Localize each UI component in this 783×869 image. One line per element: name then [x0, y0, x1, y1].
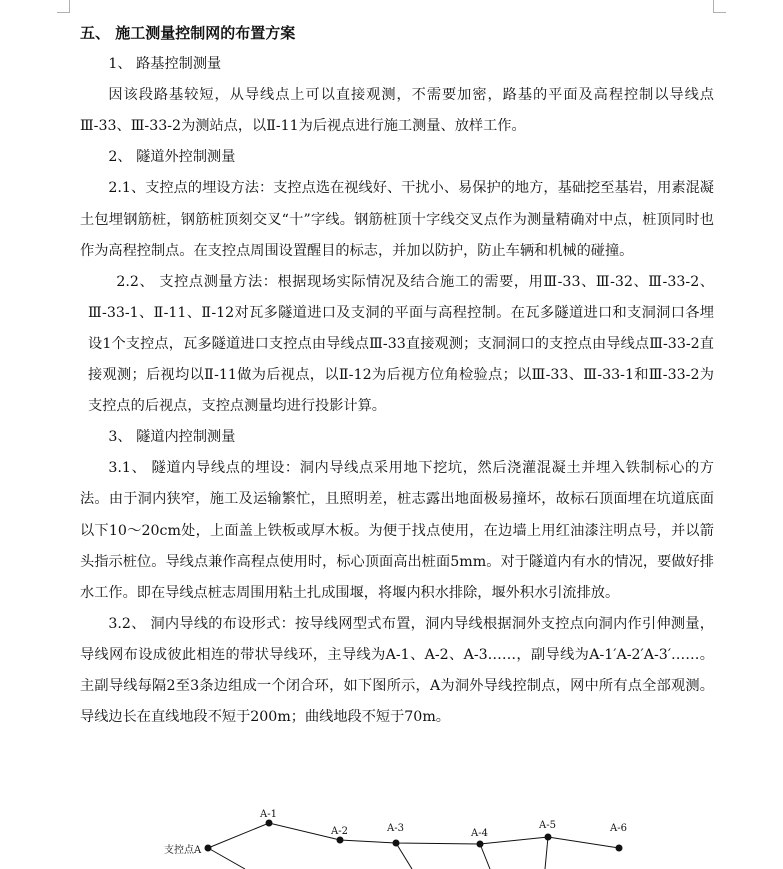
section1-title: 1、 路基控制测量	[108, 56, 222, 73]
point-label: A-1	[260, 809, 277, 820]
point-marker	[393, 840, 400, 847]
branch-line	[545, 837, 548, 869]
point-marker	[477, 841, 484, 848]
point-marker	[266, 820, 273, 827]
section3-title: 3、 隧道内控制测量	[108, 429, 236, 446]
start-point-label: 支控点A	[164, 845, 202, 856]
branch-line	[396, 843, 412, 869]
traverse-network-diagram	[150, 808, 670, 869]
point-label: A-6	[610, 823, 627, 834]
point-label: A-5	[539, 820, 556, 831]
point-marker	[337, 837, 344, 844]
branch-line	[480, 844, 490, 869]
section2-paragraph-1: 2.1、支控点的埋设方法：支控点选在视线好、干扰小、易保护的地方，基础挖至基岩，用素混凝土包埋钢筋桩，钢筋桩顶刻交叉“十”字线。钢筋桩顶十字线交叉点作为测量精确对中点，桩顶同时也作为高程控制点。在支控点周围设置醒目的标志，并加以防护，防止车辆和机械的碰撞。	[80, 180, 714, 259]
document-body	[80, 18, 714, 733]
page-corner-mark-right	[713, 0, 726, 13]
point-marker	[616, 845, 623, 852]
page-corner-mark-left	[57, 0, 70, 13]
point-label: A-4	[471, 828, 488, 839]
section-heading: 五、 施工测量控制网的布置方案	[80, 24, 296, 42]
main-traverse-line	[208, 823, 619, 848]
branch-line	[208, 848, 245, 869]
point-marker	[545, 834, 552, 841]
section3-paragraph-2: 3.2、 洞内导线的布设形式：按导线网型式布置，洞内导线根据洞外支控点向洞内作引伸测量，导线网布设成彼此相连的带状导线环，主导线为A-1、A-2、A-3……，副导线为A-1′A-2′A-3′……。主副导线每隔2至3条边组成一个闭合环，如下图所示，A为洞外导线控制点，网中所有点全部观测。导线边长在直线地段不短于200m；曲线地段不短于70m。	[80, 615, 714, 726]
point-label: A-3	[387, 823, 404, 834]
point-a-marker	[205, 845, 212, 852]
section3-paragraph-1: 3.1、 隧道内导线点的埋设：洞内导线点采用地下挖坑，然后浇灌混凝土并埋入铁制标心的方法。由于洞内狭窄，施工及运输繁忙，且照明差，桩志露出地面极易撞坏，故标石顶面埋在坑道底面以下10～20cm处，上面盖上铁板或厚木板。为便于找点使用，在边墙上用红油漆注明点号，并以箭头指示桩位。导线点兼作高程点使用时，标心顶面高出桩面5mm。对于隧道内有水的情况，要做好排水工作。即在导线点桩志周围用粘土扎成围堰，将堰内积水排除，堰外积水引流排放。	[80, 460, 714, 601]
section2-paragraph-2: 2.2、 支控点测量方法：根据现场实际情况及结合施工的需要，用Ⅲ-33、Ⅲ-32、Ⅲ-33-2、Ⅲ-33-1、Ⅱ-11、Ⅱ-12对瓦多隧道进口及支洞的平面与高程控制。在瓦多隧道进口和支洞洞口各埋设1个支控点，瓦多隧道进口支控点由导线点Ⅲ-33直接观测；支洞洞口的支控点由导线点Ⅲ-33-2直接观测；后视均以Ⅱ-11做为后视点，以Ⅱ-12为后视方位角检验点；以Ⅲ-33、Ⅲ-33-1和Ⅲ-33-2为支控点的后视点，支控点测量均进行投影计算。	[88, 273, 714, 415]
section1-body: 因该段路基较短，从导线点上可以直接观测，不需要加密，路基的平面及高程控制以导线点Ⅲ-33、Ⅲ-33-2为测站点，以Ⅱ-11为后视点进行施工测量、放样工作。	[80, 87, 714, 135]
point-label: A-2	[331, 826, 348, 837]
section2-title: 2、 隧道外控制测量	[108, 149, 236, 166]
